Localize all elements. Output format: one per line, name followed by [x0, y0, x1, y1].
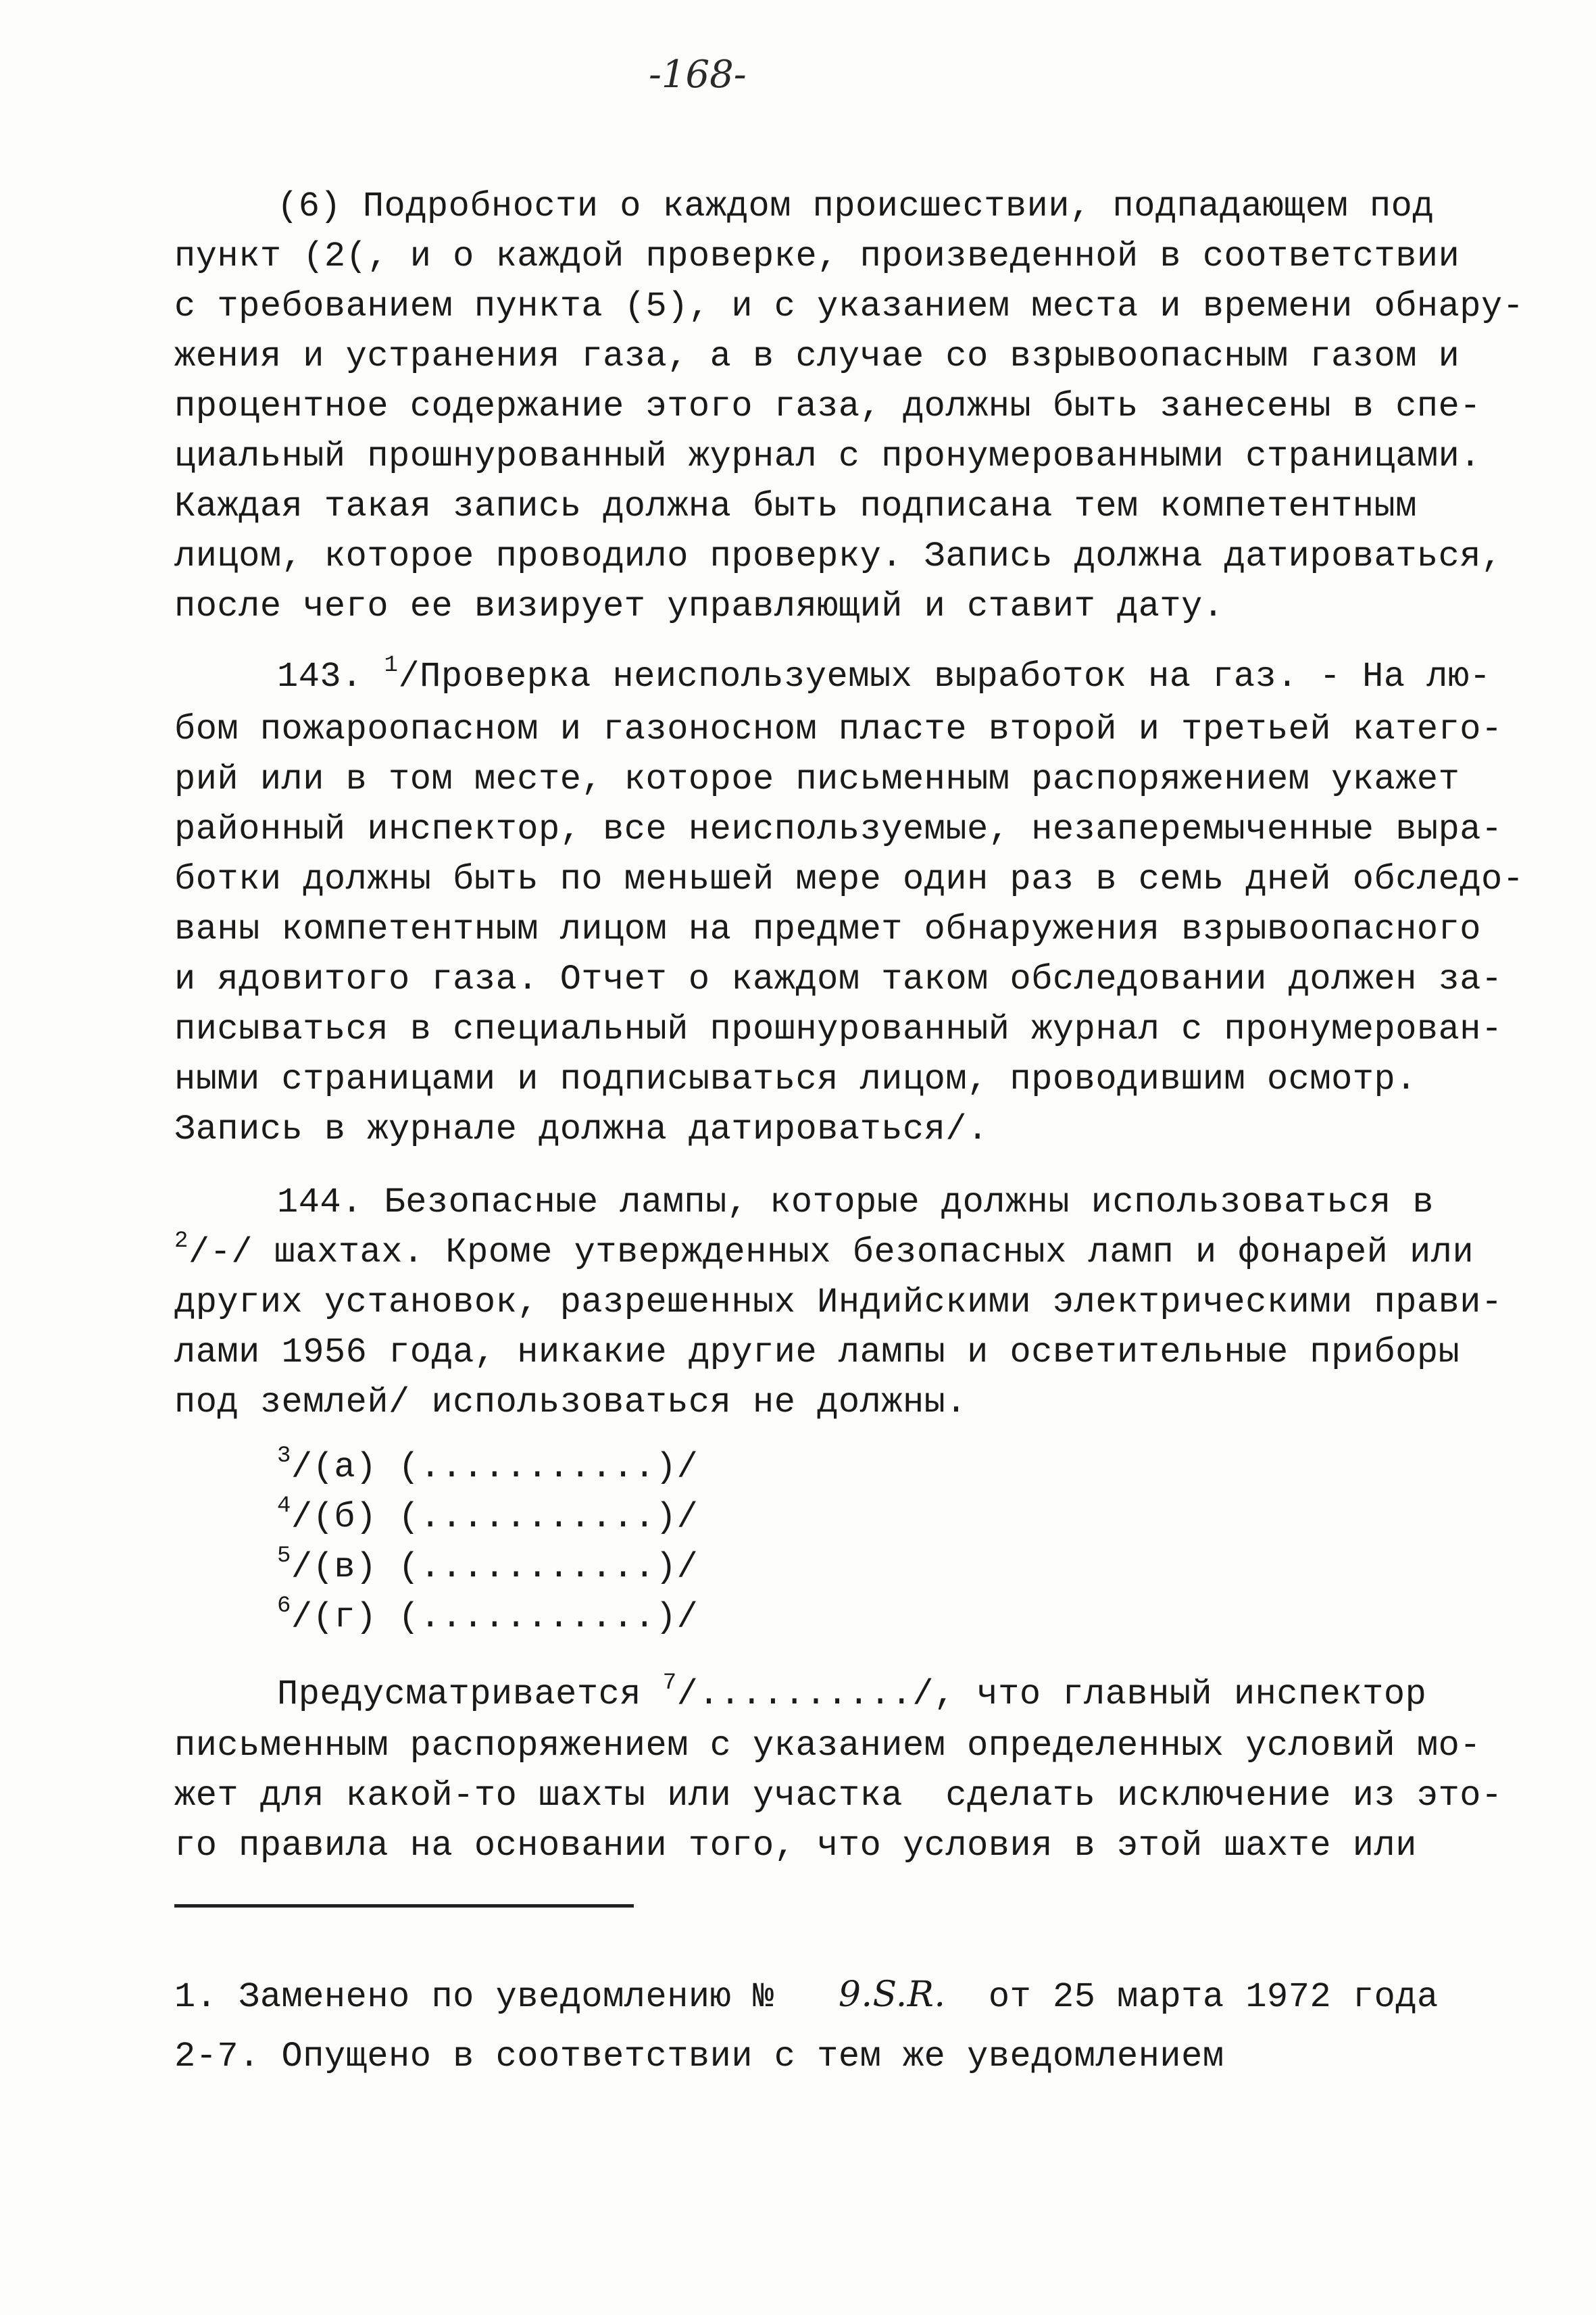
footnote-ref-2: 2: [174, 1228, 189, 1254]
para6-line: пункт (2(, и о каждой проверке, произведенной в соответствии: [174, 237, 1460, 276]
para143-line: районный инспектор, все неиспользуемые, незаперемыченные выра-: [174, 810, 1503, 849]
provision-line: письменным распоряжением с указанием определенных условий мо-: [174, 1726, 1482, 1766]
footnote-ref: 6: [277, 1593, 291, 1619]
footnote-divider: [174, 1904, 634, 1908]
footnote-1: [174, 1973, 1439, 2019]
omitted-item: [277, 1593, 699, 1643]
footnote-ref-1: 1: [384, 653, 399, 678]
para143-line: ботки должны быть по меньшей мере один раз в семь дней обследо-: [174, 860, 1524, 899]
footnote-1-text: 1. Заменено по уведомлению №: [174, 1977, 774, 2017]
para6-line: циальный прошнурованный журнал с пронумерованными страницами.: [174, 437, 1482, 476]
provision-line: го правила на основании того, что условия в этой шахте или: [174, 1826, 1417, 1866]
para143-line: Запись в журнале должна датироваться/.: [174, 1110, 989, 1149]
para6-line: (6) Подробности о каждом происшествии, подпадающем под: [277, 186, 1435, 226]
provision-line: жет для какой-то шахты или участка сделать исключение из это-: [174, 1776, 1503, 1816]
para6-line: Каждая такая запись должна быть подписана тем компетентным: [174, 487, 1417, 526]
para143-line: ваны компетентным лицом на предмет обнаружения взрывоопасного: [174, 910, 1482, 949]
footnote-ref: 3: [277, 1443, 291, 1469]
para144-line: под землей/ использоваться не должны.: [174, 1383, 968, 1422]
footnote-ref-7: 7: [662, 1670, 677, 1696]
para6-line: после чего ее визирует управляющий и ставит дату.: [174, 587, 1224, 626]
para6-line: с требованием пункта (5), и с указанием места и времени обнару-: [174, 287, 1524, 326]
provision-text: /........../, что главный инспектор: [676, 1674, 1427, 1714]
para143-heading: /Проверка неиспользуемых выработок на газ. - На лю-: [398, 657, 1491, 697]
omitted-item: [277, 1543, 699, 1593]
omitted-item-text: /(б) (...........)/: [291, 1497, 699, 1537]
footnote-ref: 5: [277, 1543, 291, 1569]
omitted-item-text: /(г) (...........)/: [291, 1597, 699, 1637]
para6-line: жения и устранения газа, а в случае со взрывоопасным газом и: [174, 337, 1460, 376]
para144-second-line: [174, 1228, 1474, 1278]
para144-line: лами 1956 года, никакие другие лампы и осветительные приборы: [174, 1333, 1460, 1372]
para144-line: других установок, разрешенных Индийскими электрическими прави-: [174, 1283, 1503, 1322]
omitted-item: [277, 1443, 699, 1493]
provision-lead: Предусматривается: [277, 1674, 663, 1714]
para143-line: рий или в том месте, которое письменным распоряжением укажет: [174, 760, 1460, 799]
para143-line: писываться в специальный прошнурованный журнал с пронумерован-: [174, 1010, 1503, 1049]
omitted-item-text: /(в) (...........)/: [291, 1547, 699, 1587]
page-number: -168-: [649, 53, 747, 97]
para143-line: бом пожароопасном и газоносном пласте второй и третьей катего-: [174, 710, 1503, 749]
notice-number-handwritten: 9.S.R.: [838, 1974, 946, 2015]
footnote-2: 2-7. Опущено в соответствии с тем же уведомлением: [174, 2037, 1224, 2076]
para143-line: ными страницами и подписываться лицом, проводившим осмотр.: [174, 1060, 1417, 1099]
para6-line: процентное содержание этого газа, должны быть занесены в спе-: [174, 387, 1482, 426]
para143-number: 143.: [277, 657, 384, 697]
para144-text: /-/ шахтах. Кроме утвержденных безопасных ламп и фонарей или: [188, 1233, 1474, 1272]
omitted-item: [277, 1493, 699, 1543]
omitted-item-text: /(а) (...........)/: [291, 1447, 699, 1487]
para143-first-line: [277, 655, 1491, 702]
footnote-ref: 4: [277, 1493, 291, 1519]
para144-line: 144. Безопасные лампы, которые должны использоваться в: [277, 1183, 1435, 1222]
footnote-1-date: от 25 марта 1972 года: [988, 1977, 1439, 2017]
para143-line: и ядовитого газа. Отчет о каждом таком обследовании должен за-: [174, 960, 1503, 999]
provision-first-line: [277, 1670, 1427, 1720]
para6-line: лицом, которое проводило проверку. Запись должна датироваться,: [174, 537, 1503, 576]
